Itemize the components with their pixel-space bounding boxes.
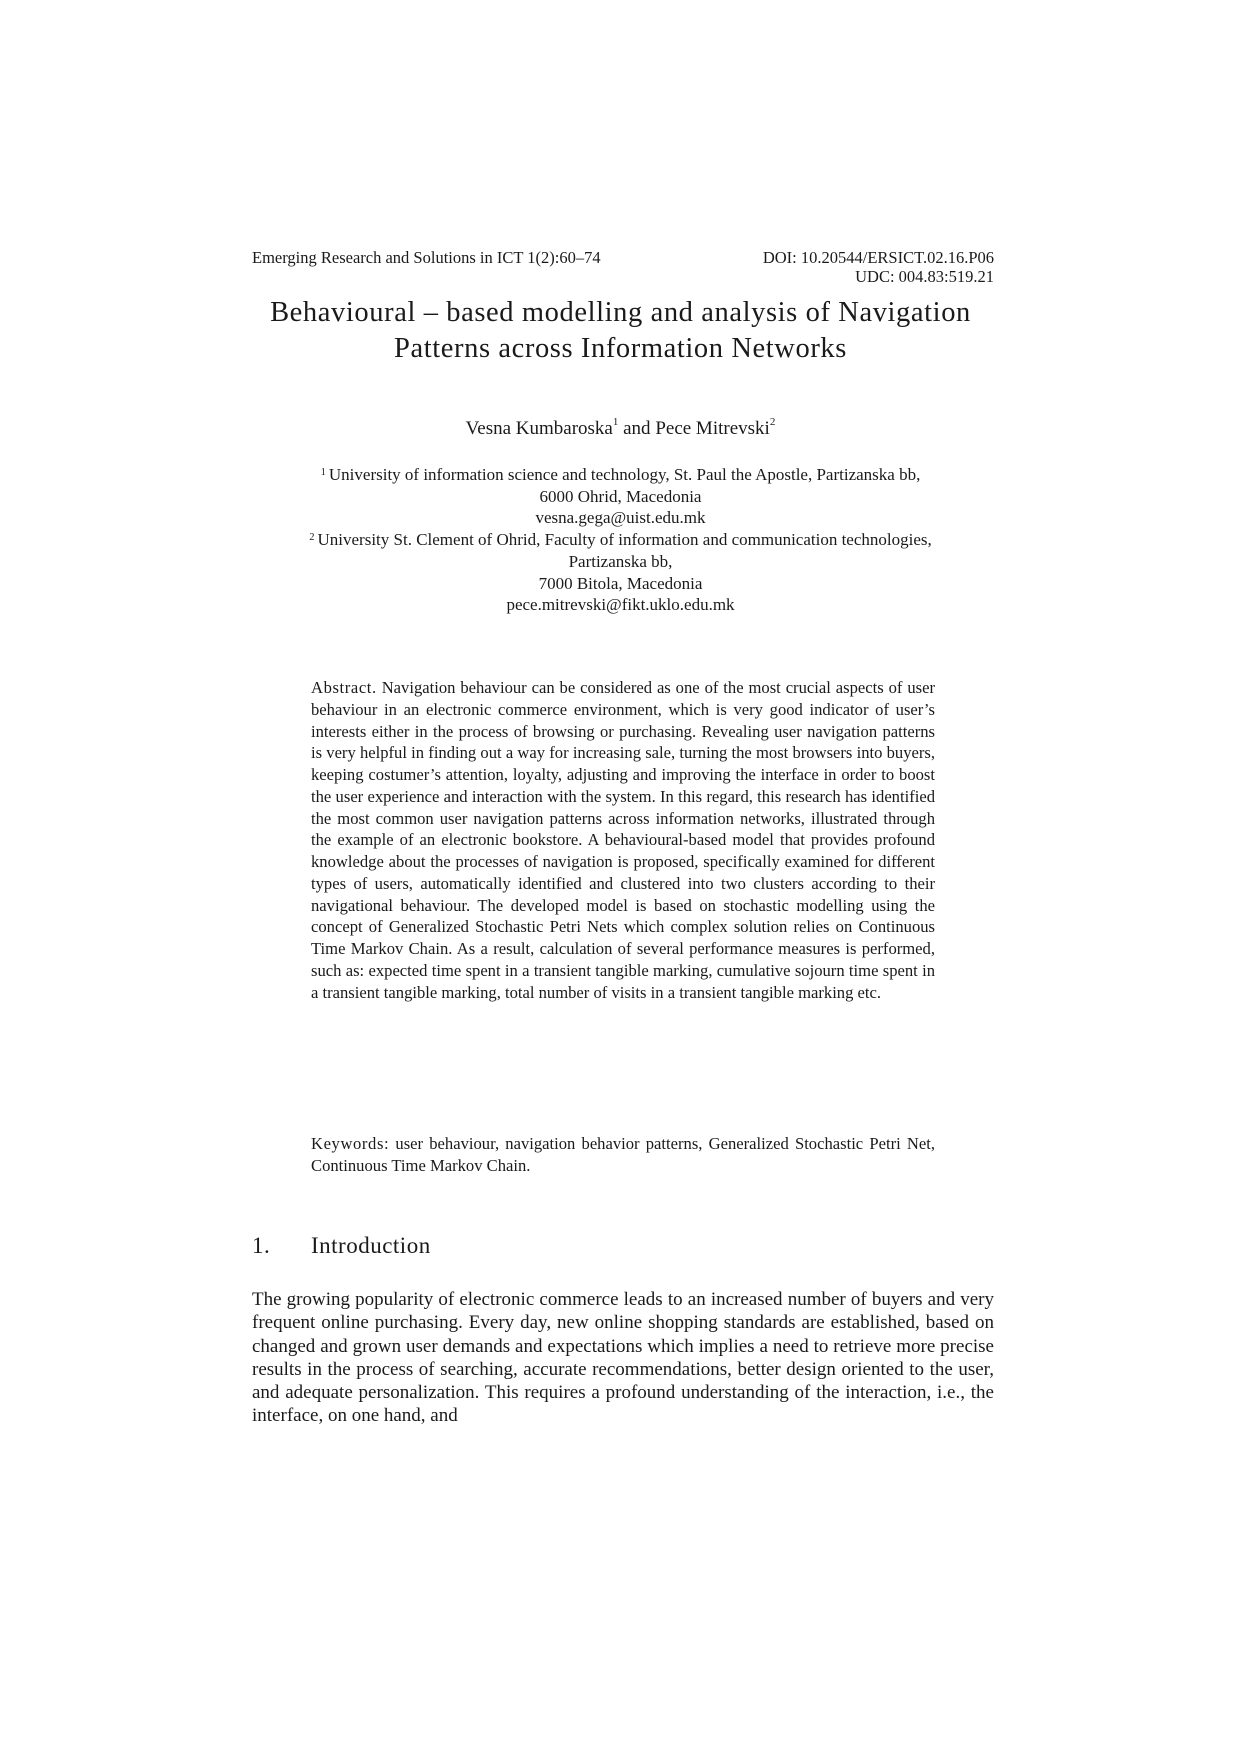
section-title: Introduction — [311, 1233, 431, 1258]
author-list — [200, 418, 1041, 440]
udc: UDC: 004.83:519.21 — [855, 267, 994, 286]
author-1: Vesna Kumbaroska — [465, 418, 613, 439]
title-line-2: Patterns across Information Networks — [394, 333, 847, 364]
affiliation-2-email: pece.mitrevski@fikt.uklo.edu.mk — [506, 595, 735, 615]
affiliations — [200, 464, 1041, 616]
affiliation-2-institution: University St. Clement of Ohrid, Faculty of information and communication technologies, — [317, 530, 932, 550]
affiliation-1-address: 6000 Ohrid, Macedonia — [539, 486, 702, 506]
abstract-text: Navigation behaviour can be considered as one of the most crucial aspects of user behaviour in an electronic commerce environment, which is very good indicator of user’s interests either in the process of browsing or purchasing. Revealing user navigation patterns is very helpful in finding out a way for increasing sale, turning the most browsers into buyers, keeping costumer’s attention, loyalty, adjusting and improving the interface in order to boost the user experience and interaction with the system. In this regard, this research has identified the most common user navigation patterns across information networks, illustrated through the example of an electronic bookstore. A behavioural-based model that provides profound knowledge about the processes of navigation is proposed, specifically examined for different types of users, automatically identified and clustered into two clusters according to their navigational behaviour. The developed model is based on stochastic modelling using the concept of Generalized Stochastic Petri Nets which complex solution relies on Continuous Time Markov Chain. As a result, calculation of several performance measures is performed, such as: expected time spent in a transient tangible marking, cumulative sojourn time spent in a transient tangible marking, total number of visits in a transient tangible marking etc. — [311, 678, 935, 1002]
abstract-label: Abstract. — [311, 678, 377, 697]
affiliation-1-mark: 1 — [320, 467, 326, 478]
affiliation-1-institution: University of information science and technology, St. Paul the Apostle, Partizanska bb, — [328, 465, 921, 484]
title-line-1: Behavioural – based modelling and analysis of Navigation — [270, 297, 971, 328]
author-2-affiliation-mark: 2 — [769, 416, 776, 428]
keywords-label: Keywords: — [311, 1134, 390, 1153]
journal-citation: Emerging Research and Solutions in ICT 1(2):60–74 — [252, 248, 601, 267]
section-number: 1. — [252, 1233, 271, 1258]
author-conjunction: and — [618, 418, 656, 439]
affiliation-2-address: 7000 Bitola, Macedonia — [538, 573, 703, 593]
section-heading — [252, 1233, 431, 1259]
paper-title — [200, 295, 1041, 367]
affiliation-1-line-1 — [200, 464, 1041, 486]
affiliation-2-street: Partizanska bb, — [568, 551, 673, 571]
abstract — [311, 677, 935, 1003]
keywords — [311, 1133, 935, 1177]
author-2: Pece Mitrevski — [655, 418, 770, 439]
affiliation-1-email: vesna.gega@uist.edu.mk — [535, 508, 706, 528]
identifiers — [763, 248, 994, 286]
affiliation-2-mark: 2 — [309, 532, 315, 544]
affiliation-2-line-1 — [200, 529, 1041, 551]
keywords-text: user behaviour, navigation behavior patterns, Generalized Stochastic Petri Net, Continuous Time Markov Chain. — [311, 1134, 936, 1175]
intro-paragraph: The growing popularity of electronic commerce leads to an increased number of buyers and very frequent online purchasing. Every day, new online shopping standards are established, based on changed and grown user demands and expectations which implies a need to retrieve more precise results in the process of searching, accurate recommendations, better design oriented to the user, and adequate personalization. This requires a profound understanding of the interaction, i.e., the interface, on one hand, and — [252, 1289, 994, 1427]
author-1-affiliation-mark: 1 — [612, 416, 619, 428]
doi: DOI: 10.20544/ERSICT.02.16.P06 — [762, 248, 994, 267]
